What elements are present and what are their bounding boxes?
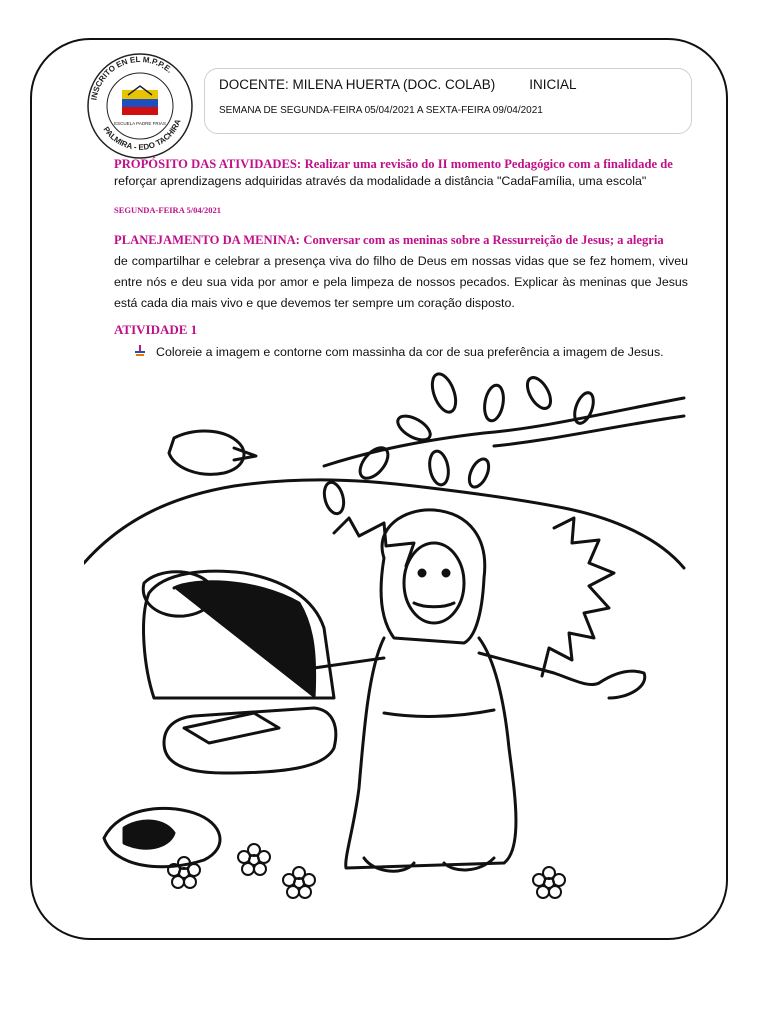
planning-body: de compartilhar e celebrar a presença viva do filho de Deus em nossas vidas que se fez homem, viveu entre nós e deu sua vida por amor e pela limpeza de nossos pecados. Explicar às meninas que Jesus está cada dia mais vivo e que devemos ter sempre um coração disposto. <box>114 254 688 310</box>
purpose-heading: PROPÓSITO DAS ATIVIDADES: <box>114 157 302 171</box>
bullet-icon <box>134 345 146 357</box>
activity-title: ATIVIDADE 1 <box>114 322 198 337</box>
purpose-body: reforçar aprendizagens adquiridas através da modalidade a distância "CadaFamília, uma escola" <box>114 174 647 188</box>
svg-text:ESCUELA PADRE FRIAS: ESCUELA PADRE FRIAS <box>114 121 166 126</box>
purpose-section <box>114 156 674 190</box>
resurrection-coloring-illustration <box>84 368 686 910</box>
stage-label: INICIAL <box>529 77 577 92</box>
purpose-highlight: Realizar uma revisão do II momento Pedagógico com a finalidade de <box>304 157 673 171</box>
school-seal-logo <box>84 50 196 162</box>
teacher-name: DOCENTE: MILENA HUERTA (DOC. COLAB) <box>219 77 496 92</box>
svg-text:PALMIRA - EDO TACHIRA: PALMIRA - EDO TACHIRA <box>101 117 183 152</box>
planning-highlight: Conversar com as meninas sobre a Ressurreição de Jesus; a alegria <box>303 233 664 247</box>
planning-section <box>114 230 688 314</box>
svg-text:INSCRITO EN EL M.P.P.E.: INSCRITO EN EL M.P.P.E. <box>89 54 174 101</box>
activity-instruction: Coloreie a imagem e contorne com massinha da cor de sua preferência a imagem de Jesus. <box>156 345 664 359</box>
planning-heading: PLANEJAMENTO DA MENINA: <box>114 233 300 247</box>
header-title <box>219 77 577 92</box>
activity-instruction-item <box>134 345 664 359</box>
week-range: SEMANA DE SEGUNDA-FEIRA 05/04/2021 A SEXTA-FEIRA 09/04/2021 <box>219 105 543 116</box>
header-box <box>204 68 692 134</box>
day-label: SEGUNDA-FEIRA 5/04/2021 <box>114 205 221 215</box>
